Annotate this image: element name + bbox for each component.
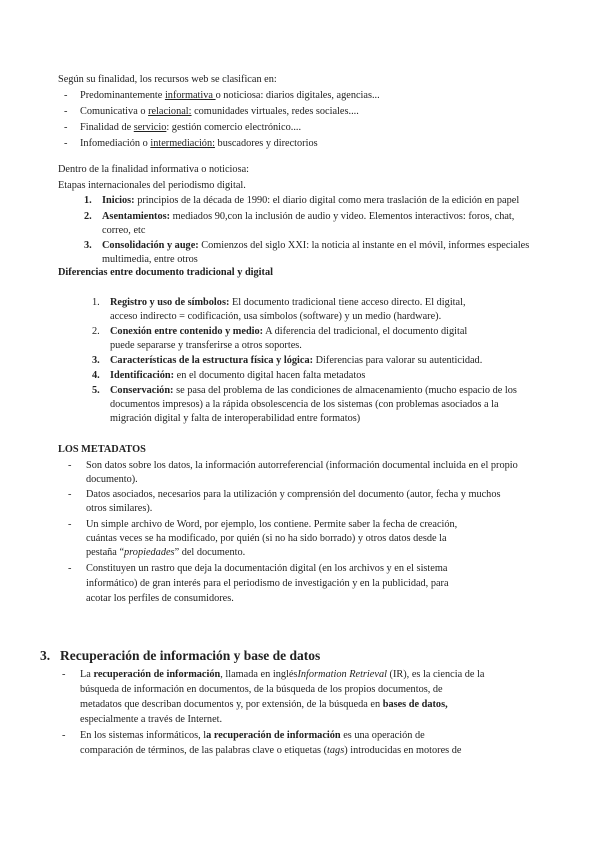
bullet-dash: - [64,90,68,101]
metadatos-item: Son datos sobre los datos, la información autorreferencial (información documental incluida en el propio [86,460,518,471]
diferencia-item: Identificación: en el documento digital hacen falta metadatos [110,370,366,381]
diferencia-item: Registro y uso de símbolos: El documento tradicional tiene acceso directo. El digital, [110,297,466,308]
bullet-dash: - [64,138,68,149]
recuperacion-paragraph-cont: metadatos que describan documentos y, por extensión, de la búsqueda en bases de datos, [80,699,448,710]
metadatos-item: Constituyen un rastro que deja la documentación digital (en los archivos y en el sistema [86,563,448,574]
section-heading: 3. Recuperación de información y base de datos [40,648,321,663]
etapa-item-cont: multimedia, entre otros [102,254,198,265]
diferencia-item-cont: documentos impresos) a la rápida obsolescencia de los sistemas (con problemas asociados a la [110,399,499,410]
diferencia-item: Características de la estructura física y lógica: Diferencias para valorar su autenticidad. [110,355,483,366]
list-number: 2. [84,211,92,222]
diferencia-item: Conexión entre contenido y medio: A diferencia del tradicional, el documento digital [110,326,468,337]
metadatos-item-cont: pestaña “propiedades” del documento. [86,547,246,558]
diferencias-heading: Diferencias entre documento tradicional y digital [58,267,273,278]
list-number: 1. [92,297,100,308]
finalidad-item: Predominantemente informativa o noticiosa: diarios digitales, agencias... [80,90,380,101]
bullet-dash: - [68,460,72,471]
list-number: 3. [92,355,100,366]
recuperacion-paragraph-cont: especialmente a través de Internet. [80,714,223,725]
list-number: 4. [92,370,100,381]
list-number: 1. [84,195,92,206]
metadatos-heading: LOS METADATOS [58,444,146,455]
diferencia-item: Conservación: se pasa del problema de las condiciones de almacenamiento (mucho espacio de los [110,385,517,396]
etapa-item: Consolidación y auge: Comienzos del siglo XXI: la noticia al instante en el móvil, informes especiales [102,240,530,251]
diferencia-item-cont: acceso indirecto = codificación, usa símbolos (software) y un medio (hardware). [110,311,442,322]
bullet-dash: - [68,519,72,530]
recuperacion-paragraph: La recuperación de información, llamada en inglésInformation Retrieval (IR), es la ciencia de la [80,669,485,680]
etapas-intro: Dentro de la finalidad informativa o noticiosa: [58,164,250,175]
diferencia-item-cont: puede separarse y transferirse a otros soportes. [110,340,302,351]
list-number: 3. [84,240,92,251]
bullet-dash: - [62,669,66,680]
metadatos-item: Datos asociados, necesarios para la utilización y comprensión del documento (autor, fecha y muchos [86,489,501,500]
finalidad-item: Infomediación o intermediación: buscadores y directorios [80,138,318,149]
bullet-dash: - [64,106,68,117]
etapa-item: Asentamientos: mediados 90,con la inclusión de audio y video. Elementos interactivos: foros, chat, [102,211,515,222]
bullet-dash: - [68,563,72,574]
bullet-dash: - [62,730,66,741]
finalidad-item: Finalidad de servicio: gestión comercio electrónico.... [80,122,302,133]
bullet-dash: - [64,122,68,133]
list-number: 5. [92,385,100,396]
etapas-intro: Etapas internacionales del periodismo digital. [58,180,246,191]
recuperacion-paragraph-cont: búsqueda de información en documentos, de la búsqueda de los propios documentos, de [80,684,443,695]
metadatos-item-cont: cuántas veces se ha modificado, por quién (si no ha sido borrado) y otros datos desde la [86,533,447,544]
etapa-item: Inicios: principios de la década de 1990: el diario digital como mera traslación de la edición en papel [102,195,520,206]
diferencia-item-cont: migración digital y falta de interoperabilidad entre formatos) [110,413,361,424]
list-number: 2. [92,326,100,337]
metadatos-item-cont: informático) de gran interés para el periodismo de investigación y en la publicidad, para [86,578,449,589]
bullet-dash: - [68,489,72,500]
finalidad-item: Comunicativa o relacional: comunidades virtuales, redes sociales.... [80,106,359,117]
recuperacion-paragraph-cont: comparación de términos, de las palabras clave o etiquetas (tags) introducidas en motores de [80,745,462,756]
etapa-item-cont: correo, etc [102,225,146,236]
recuperacion-paragraph: En los sistemas informáticos, la recuperación de información es una operación de [80,730,425,741]
finalidad-intro: Según su finalidad, los recursos web se clasifican en: [58,74,277,85]
metadatos-item-cont: acotar los perfiles de consumidores. [86,593,234,604]
metadatos-item-cont: otros similares). [86,503,153,514]
metadatos-item-cont: documento). [86,474,138,485]
metadatos-item: Un simple archivo de Word, por ejemplo, los contiene. Permite saber la fecha de creación, [86,519,458,530]
